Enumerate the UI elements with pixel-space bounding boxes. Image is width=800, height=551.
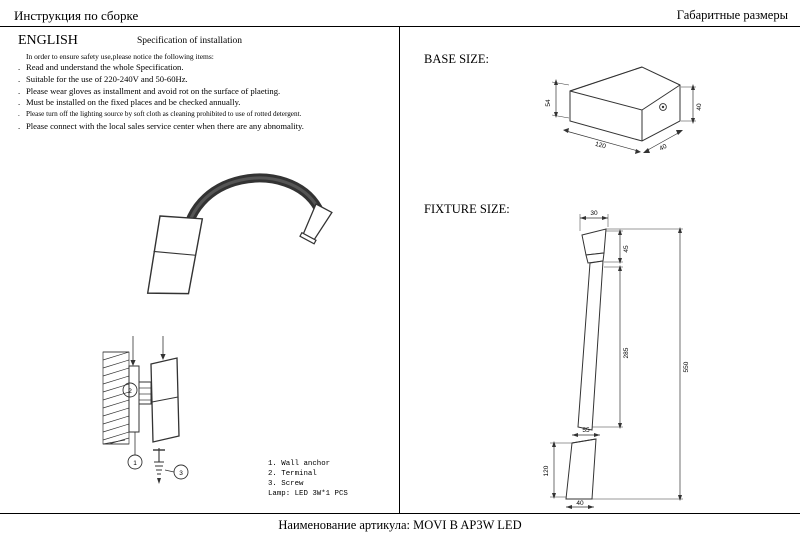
divider-vertical — [399, 27, 400, 513]
base-height-dim: 54 — [545, 99, 552, 107]
lamp-illustration-top — [140, 130, 380, 310]
list-item: . Read and understand the whole Specification. — [18, 62, 184, 72]
head-width-dim: 30 — [590, 210, 598, 217]
legend-line: 2. Terminal — [268, 470, 317, 478]
list-item: . Must be installed on the fixed places and be checked annually. — [18, 97, 241, 108]
header-left-title: Инструкция по сборке — [14, 8, 139, 23]
callout-1: 1 — [133, 460, 137, 467]
legend-line: 3. Screw — [268, 480, 304, 488]
fixture-size-drawing — [520, 205, 730, 510]
base-size-drawing — [530, 55, 710, 170]
total-height-dim: 550 — [683, 361, 690, 373]
fixture-size-label: FIXTURE SIZE: — [424, 202, 510, 216]
arm-offset-dim: 55 — [582, 427, 590, 434]
callout-2: 2 — [128, 388, 132, 395]
english-intro: In order to ensure safety use,please notice the following items: — [26, 52, 214, 61]
list-item: . Please wear gloves as installment and avoid rot on the surface of plaeting. — [18, 85, 281, 96]
footer-article-name: Наименование артикула: MOVI B AP3W LED — [278, 518, 522, 532]
base-width-dim-fixture: 40 — [576, 500, 584, 507]
divider-bottom — [0, 513, 800, 514]
english-title: ENGLISH — [18, 33, 78, 48]
header-right-title: Габаритные размеры — [676, 8, 788, 22]
arm-length-dim: 285 — [623, 347, 630, 359]
legend-line: 1. Wall anchor — [268, 460, 331, 468]
base-length-dim: 120 — [594, 140, 607, 151]
english-instruction-list — [18, 62, 358, 133]
head-height-dim: 45 — [623, 245, 630, 253]
legend-line: Lamp: LED 3W*1 PCS — [268, 490, 348, 498]
list-item: . Suitable for the use of 220-240V and 50-60Hz. — [18, 73, 188, 84]
english-subtitle: Specification of installation — [137, 36, 243, 46]
base-width-dim: 40 — [658, 142, 669, 153]
base-size-label: BASE SIZE: — [424, 52, 489, 66]
divider-top — [0, 26, 800, 27]
base-height-dim-fixture: 120 — [543, 465, 550, 477]
list-item: . Please connect with the local sales service center when there are any abnomality. — [18, 120, 304, 131]
legend-list — [268, 459, 348, 499]
callout-3: 3 — [179, 470, 183, 477]
list-item: . Please turn off the lighting source by soft cloth as cleaning prohibited to use of rotted detergent. — [18, 110, 302, 119]
base-depth-dim: 40 — [696, 103, 703, 111]
